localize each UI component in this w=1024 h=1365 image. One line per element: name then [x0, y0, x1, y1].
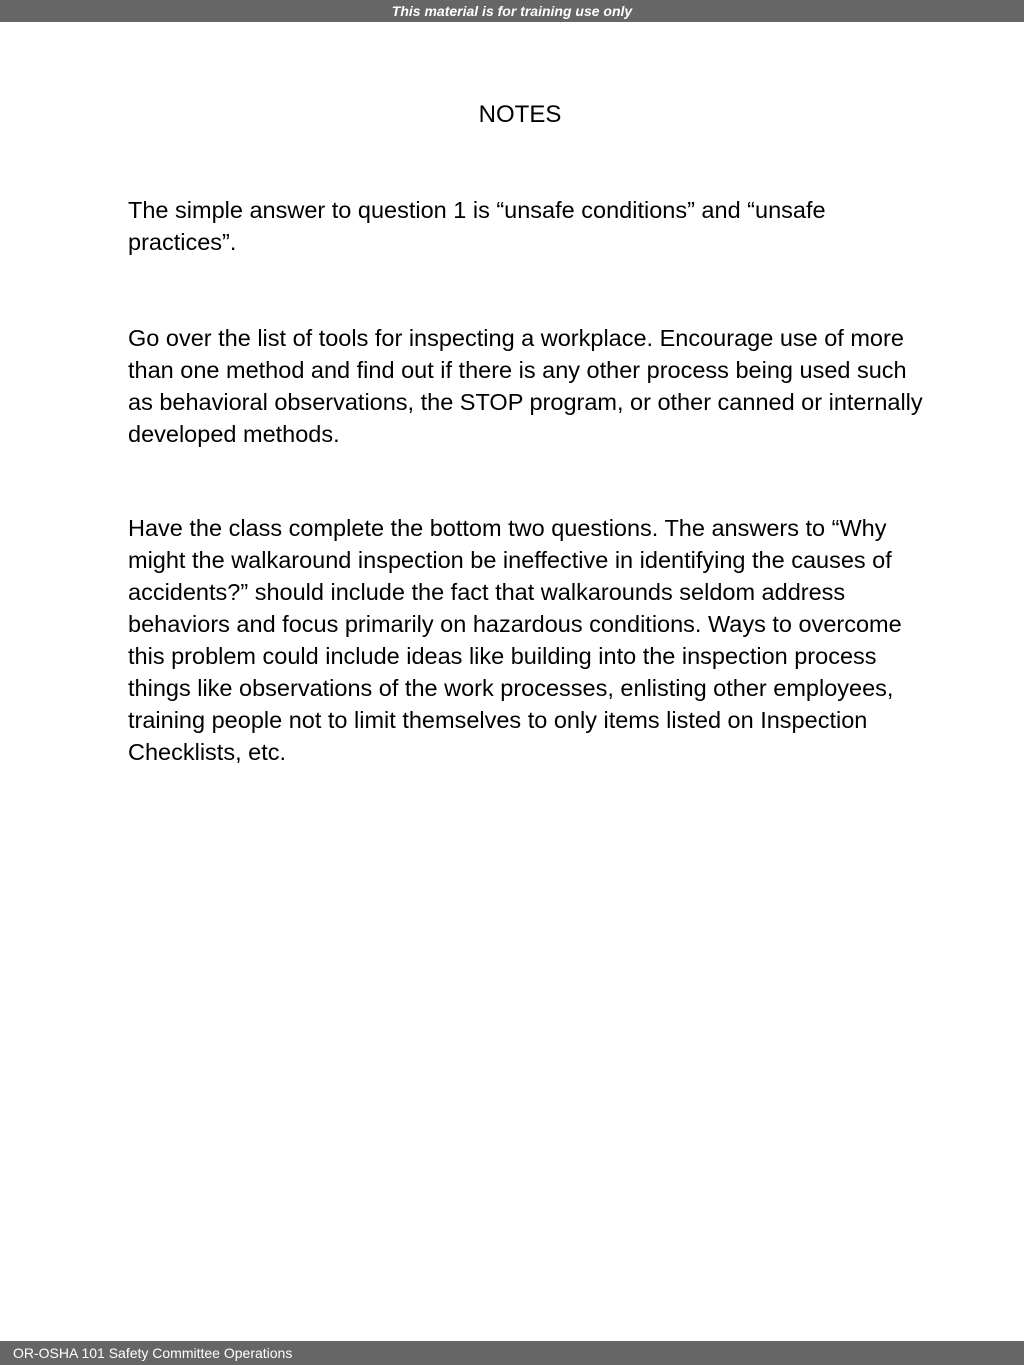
- footer-course-title: OR-OSHA 101 Safety Committee Operations: [0, 1341, 1024, 1365]
- training-use-banner: This material is for training use only: [0, 0, 1024, 22]
- notes-paragraph-3: Have the class complete the bottom two questions. The answers to “Why might the walkaround inspection be ineffective in identifying the causes of accidents?” should include the fact that walkarounds seldom address behaviors and focus primarily on hazardous conditions. Ways to overcome this problem could include ideas like building into the inspection process things like observations of the work processes, enlisting other employees, training people not to limit themselves to only items listed on Inspection Checklists, etc.: [128, 515, 902, 765]
- notes-paragraph-1: The simple answer to question 1 is “unsafe conditions” and “unsafe practices”.: [128, 197, 826, 255]
- notes-body: [128, 194, 928, 768]
- notes-title: NOTES: [478, 101, 562, 128]
- notes-paragraph-2: Go over the list of tools for inspecting a workplace. Encourage use of more than one method and find out if there is any other process being used such as behavioral observations, the STOP program, or other canned or internally developed methods.: [128, 325, 923, 447]
